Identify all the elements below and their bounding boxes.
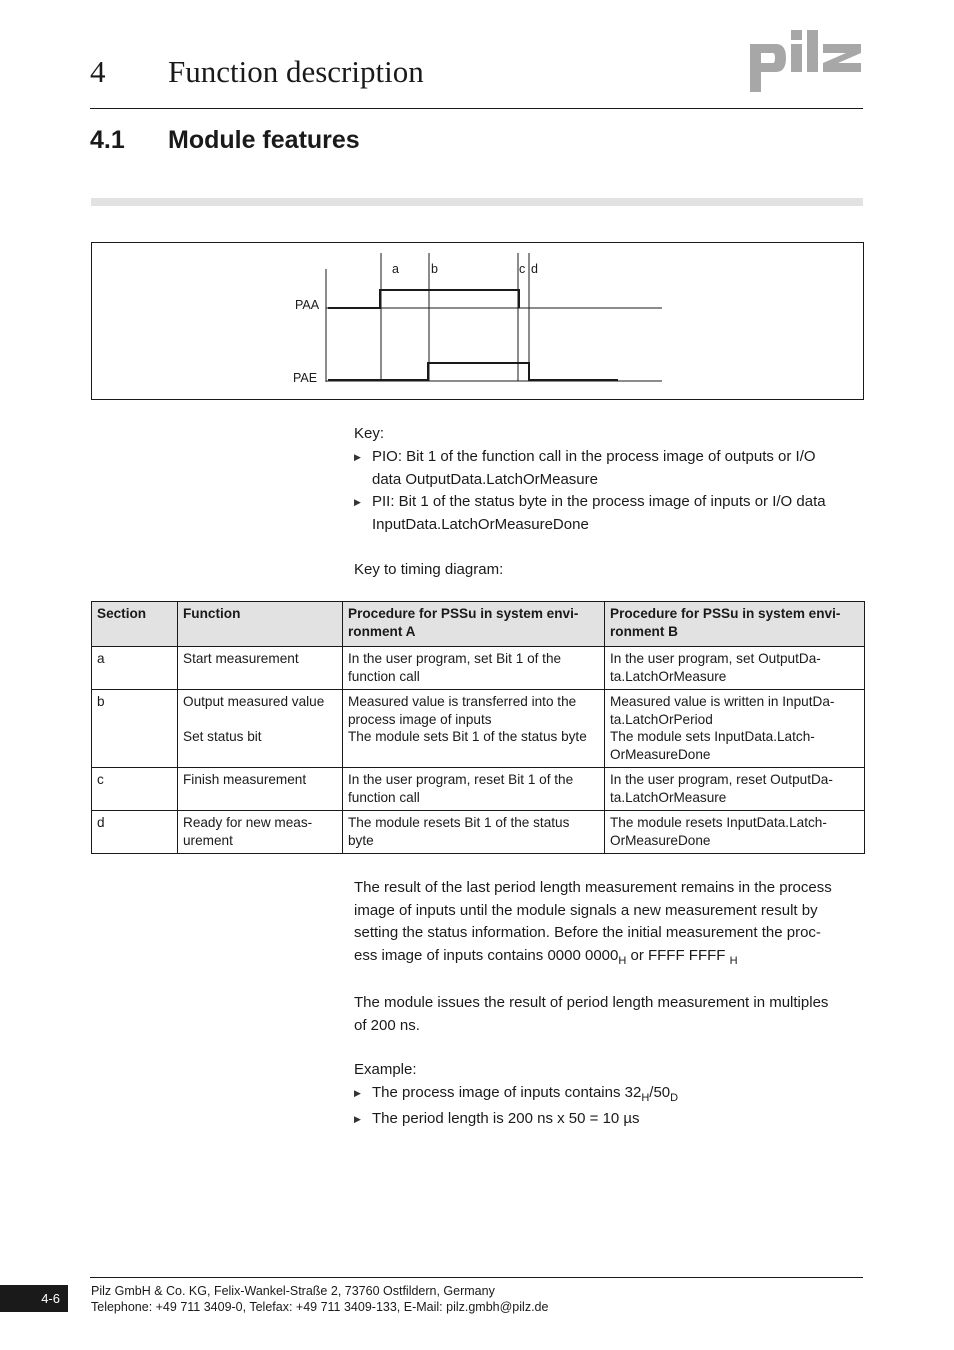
cell-env-b: In the user program, set OutputDa- ta.LatchOrMeasure [605,647,865,690]
signal-label-paa: PAA [295,298,320,312]
pilz-logo-graphic [746,28,866,96]
page-number: 4-6 [41,1291,60,1306]
table-row [92,690,865,768]
marker-label-a: a [392,262,399,276]
key-item-pii-line2: InputData.LatchOrMeasureDone [372,515,589,533]
paa-signal [328,290,519,308]
header-env-a: Procedure for PSSu in system envi- ronment A [343,602,605,647]
cell-env-a: In the user program, reset Bit 1 of the function call [343,768,605,811]
header-rule [90,108,863,109]
bullet-arrow-icon: ▶ [354,497,361,507]
key-item-pio-line1: PIO: Bit 1 of the function call in the process image of outputs or I/O [372,448,816,465]
result-paragraph-line1: The result of the last period length measurement remains in the process [354,879,832,896]
signal-label-pae: PAE [293,371,318,385]
pae-signal [328,363,618,380]
bullet-arrow-icon: ▶ [354,452,361,462]
table-row [92,811,865,854]
cell-section: a [92,647,178,690]
example-title: Example: [354,1061,417,1078]
marker-label-c: c [519,262,526,276]
marker-label-d: d [531,262,538,276]
key-title: Key: [354,425,385,442]
section-number: 4.1 [90,126,125,154]
section-title: Module features [168,126,360,154]
table-row [92,647,865,690]
key-item-pii [354,491,864,536]
timing-diagram [91,242,864,400]
result-paragraph-line2: image of inputs until the module signals a new measurement result by [354,901,818,919]
multiples-paragraph-line1: The module issues the result of period length measurement in multiples [354,994,829,1011]
footer-rule [90,1277,863,1278]
cell-function: Ready for new meas- urement [178,811,343,854]
example-item-2: ▶ The period length is 200 ns x 50 = 10 µs [354,1108,864,1132]
cell-env-b: The module resets InputData.Latch- OrMeasureDone [605,811,865,854]
page-number-box [0,1285,68,1312]
chapter-number: 4 [90,54,106,89]
cell-env-a: The module resets Bit 1 of the status byte [343,811,605,854]
chapter-title: Function description [168,54,424,89]
timing-diagram-svg [92,243,863,399]
header-env-b: Procedure for PSSu in system envi- ronment B [605,602,865,647]
example-item-1: ▶ The process image of inputs contains $32_H/50_D$ [354,1084,679,1104]
cell-function: Start measurement [178,647,343,690]
cell-section: b [92,690,178,768]
timing-table [91,601,865,854]
cell-section: d [92,811,178,854]
key-item-pio-line2: data OutputData.LatchOrMeasure [372,470,598,488]
marker-label-b: b [431,262,438,276]
result-paragraph-line4: ess image of inputs contains 0000 $0000_H$ or FFFF FFFF $_H$ [354,946,738,967]
multiples-paragraph [354,992,864,1037]
bullet-arrow-icon: ▶ [354,1088,361,1098]
header-section: Section [92,602,178,647]
pilz-logo [746,28,866,96]
table-row [92,768,865,811]
result-paragraph [354,877,864,967]
result-paragraph-line3: setting the status information. Before the initial measurement the proc- [354,924,821,941]
cell-env-b: Measured value is written in InputDa- ta.LatchOrPeriod The module sets InputData.Latch- OrMeasureDone [605,690,865,768]
multiples-paragraph-line2: of 200 ns. [354,1016,420,1034]
table-header-row [92,602,865,647]
key-item-pii-line1: PII: Bit 1 of the status byte in the process image of inputs or I/O data [372,493,826,510]
section-divider-bar [91,198,863,206]
cell-env-a: Measured value is transferred into the process image of inputs The module sets Bit 1 of the status byte [343,690,605,768]
key-item-pio [354,446,864,491]
timing-key-title: Key to timing diagram: [354,561,504,578]
cell-section: c [92,768,178,811]
footer-contact: Telephone: +49 711 3409-0, Telefax: +49 711 3409-133, E-Mail: pilz.gmbh@pilz.de [91,1300,549,1314]
footer-address: Pilz GmbH & Co. KG, Felix-Wankel-Straße 2, 73760 Ostfildern, Germany [91,1284,495,1298]
cell-env-b: In the user program, reset OutputDa- ta.LatchOrMeasure [605,768,865,811]
header-function: Function [178,602,343,647]
cell-function: Output measured value Set status bit [178,690,343,768]
cell-function: Finish measurement [178,768,343,811]
bullet-arrow-icon: ▶ [354,1114,361,1124]
cell-env-a: In the user program, set Bit 1 of the function call [343,647,605,690]
